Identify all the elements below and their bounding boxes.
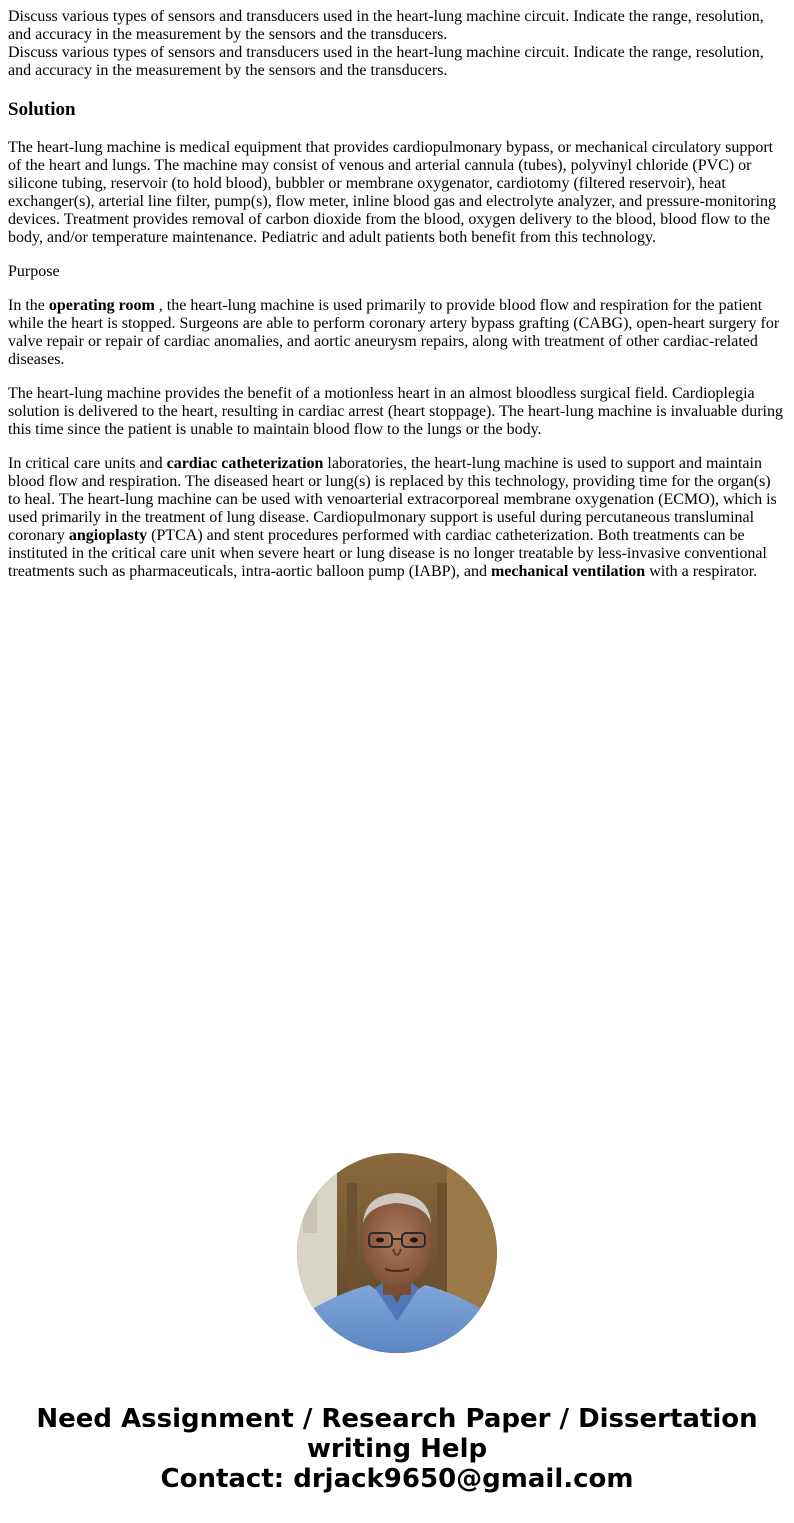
text-segment: with a respirator. xyxy=(645,563,758,580)
author-avatar xyxy=(297,1153,497,1353)
promo-line-1: Need Assignment / Research Paper / Dissertation xyxy=(36,1404,758,1434)
promo-contact: Contact: drjack9650@gmail.com xyxy=(160,1464,634,1494)
text-segment: (PTCA) and stent procedures performed with cardiac catheterization. Both treatments can be instituted in the critical care unit when severe heart or lung disease is no longer treatable by less-invasive conventional treatments such as pharmaceuticals, intra-aortic balloon pump (IABP), and xyxy=(8,527,767,580)
bold-term-operating-room: operating room xyxy=(48,297,155,314)
purpose-label: Purpose xyxy=(8,263,60,280)
bold-term-angioplasty: angioplasty xyxy=(68,527,148,544)
text-segment: laboratories, the heart-lung machine is used to support and maintain blood flow and respiration. The diseased heart or lung(s) is replaced by this technology, providing time for the organ(s) to heal. The heart-lung machine can be used with venoarterial extracorporeal membrane oxygenation (ECMO), which is used primarily in the treatment of lung disease. Cardiopulmonary support is useful during percutaneous transluminal coronary xyxy=(8,455,777,544)
paragraph-intro: The heart-lung machine is medical equipment that provides cardiopulmonary bypass, or mechanical circulatory support of the heart and lungs. The machine may consist of venous and arterial cannula (tubes), polyvinyl chloride (PVC) or silicone tubing, reservoir (to hold blood), bubbler or membrane oxygenator, cardiotomy (filtered reservoir), heat exchanger(s), arterial line filter, pump(s), flow meter, inline blood gas and electrolyte analyzer, and pressure-monitoring devices. Treatment provides removal of carbon dioxide from the blood, oxygen delivery to the blood, blood flow to the body, and/or temperature maintenance. Pediatric and adult patients both benefit from this technology. xyxy=(8,139,777,246)
paragraph-critical-care xyxy=(8,455,786,581)
paragraph-operating-room xyxy=(8,297,786,369)
bold-term-mechanical-ventilation: mechanical ventilation xyxy=(490,563,646,580)
paragraph-motionless-heart: The heart-lung machine provides the benefit of a motionless heart in an almost bloodless surgical field. Cardioplegia solution is delivered to the heart, resulting in cardiac arrest (heart stoppage). The heart-lung machine is invaluable during this time since the patient is unable to maintain blood flow to the lungs or the body. xyxy=(8,385,783,438)
question-text-1: Discuss various types of sensors and transducers used in the heart-lung machine circuit. Indicate the range, resolution, and accuracy in the measurement by the sensors and the transducers. xyxy=(8,8,764,43)
text-segment: In the xyxy=(8,297,49,314)
promo-line-2: writing Help xyxy=(306,1434,488,1464)
text-segment: In critical care units and xyxy=(8,455,167,472)
author-portrait-image xyxy=(297,1153,497,1353)
promo-banner xyxy=(0,1404,794,1494)
text-segment: , the heart-lung machine is used primarily to provide blood flow and respiration for the patient while the heart is stopped. Surgeons are able to perform coronary artery bypass grafting (CABG), open-heart surgery for valve repair or repair of cardiac anomalies, and aortic aneurysm repairs, along with treatment of other cardiac-related diseases. xyxy=(8,297,780,368)
solution-heading: Solution xyxy=(8,99,76,120)
bold-term-cardiac-catheterization: cardiac catheterization xyxy=(166,455,324,472)
question-text-2: Discuss various types of sensors and transducers used in the heart-lung machine circuit. Indicate the range, resolution, and accuracy in the measurement by the sensors and the transducers. xyxy=(8,44,764,79)
document-body xyxy=(8,8,786,597)
